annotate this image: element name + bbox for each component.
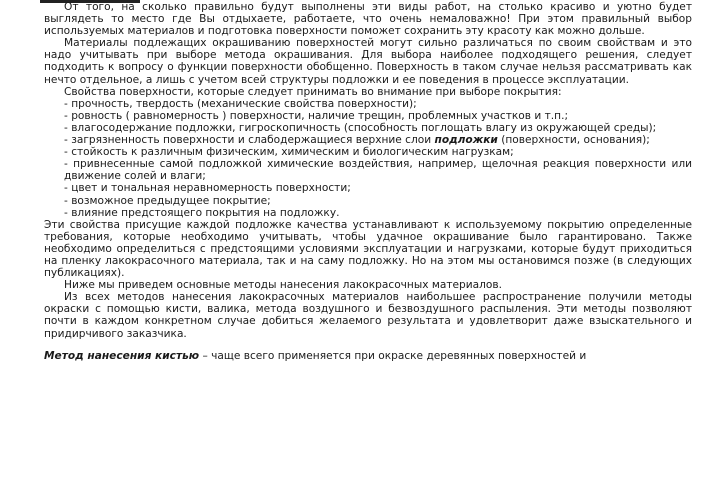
paragraph-methods-lead: Ниже мы приведем основные методы нанесения лакокрасочных материалов. <box>64 279 502 292</box>
brush-method-text: – чаще всего применяется при окраске деревянных поверхностей и <box>199 349 587 362</box>
paragraph-properties-lead: Свойства поверхности, которые следует принимать во внимание при выборе покрытия: <box>64 85 562 98</box>
list-item-moisture: - влагосодержание подложки, гигроскопичность (способность поглощать влагу из окружающей среды); <box>64 121 657 134</box>
paragraph-intro: От того, на сколько правильно будут выполнены эти виды работ, на столько красиво и уютно будет выглядеть то место где Вы отдыхаете, работаете, что очень немаловажно! При этом правильный выбор используемых материалов и подготовка поверхности поможет сохранить эту красоту как можно дольше. <box>44 1 692 38</box>
paragraph-requirements: Эти свойства присущие каждой подложке качества устанавливают к используемому покрытию определенные требования, которые необходимо учитывать, чтобы удачное окрашивание было гарантировано. Также необходимо определиться с предстоящими условиями эксплуатации и нагрузками, которые будут приходиться на пленку лакокрасочного материала, так и на саму подложку. Но на этом мы остановимся позже (в следующих публикациях). <box>44 218 692 280</box>
paragraph-methods: Из всех методов нанесения лакокрасочных материалов наибольшее распространение получили методы окраски с помощью кисти, валика, метода воздушного и безвоздушного распыления. Эти методы позволяют почти в каждом конкретном случае добиться желаемого результата и удовлетворит даже взыскательного и придирчивого заказчика. <box>44 291 692 340</box>
list-item-contamination-emphasis: подложки <box>434 134 498 147</box>
list-item-color: - цвет и тональная неравномерность поверхности; <box>64 182 351 195</box>
list-item-resistance: - стойкость к различным физическим, химическим и биологическим нагрузкам; <box>64 146 514 159</box>
list-item-chemical: - привнесенные самой подложкой химические воздействия, например, щелочная реакция поверхности или движение солей и влаги; <box>64 158 692 183</box>
list-item-evenness: - ровность ( равномерность ) поверхности, наличие трещин, проблемных участков и т.п.; <box>64 109 569 122</box>
paragraph-materials: Материалы подлежащих окрашиванию поверхностей могут сильно различаться по своим свойствам и это надо учитывать при выборе метода окрашивания. Для выбора наиболее подходящего решения, следует подходить к вопросу о функции поверхности обобщенно. Поверхность в таком случае нельзя рассматривать как нечто отдельное, а лишь с учетом всей структуры подложки и ее поведения в процессе эксплуатации. <box>44 37 692 86</box>
brush-method-heading: Метод нанесения кистью <box>44 349 200 362</box>
document-body <box>44 1 692 362</box>
list-item-contamination-a: - загрязненность поверхности и слабодержащиеся верхние слои <box>64 134 435 147</box>
list-item-previous-coating: - возможное предыдущее покрытие; <box>64 194 271 207</box>
list-item-influence: - влияние предстоящего покрытия на подложку. <box>64 206 340 219</box>
list-item-contamination <box>44 134 692 146</box>
list-item-strength: - прочность, твердость (механические свойства поверхности); <box>64 97 417 110</box>
paragraph-brush-method <box>44 350 692 362</box>
list-item-contamination-c: (поверхности, основания); <box>497 134 650 147</box>
